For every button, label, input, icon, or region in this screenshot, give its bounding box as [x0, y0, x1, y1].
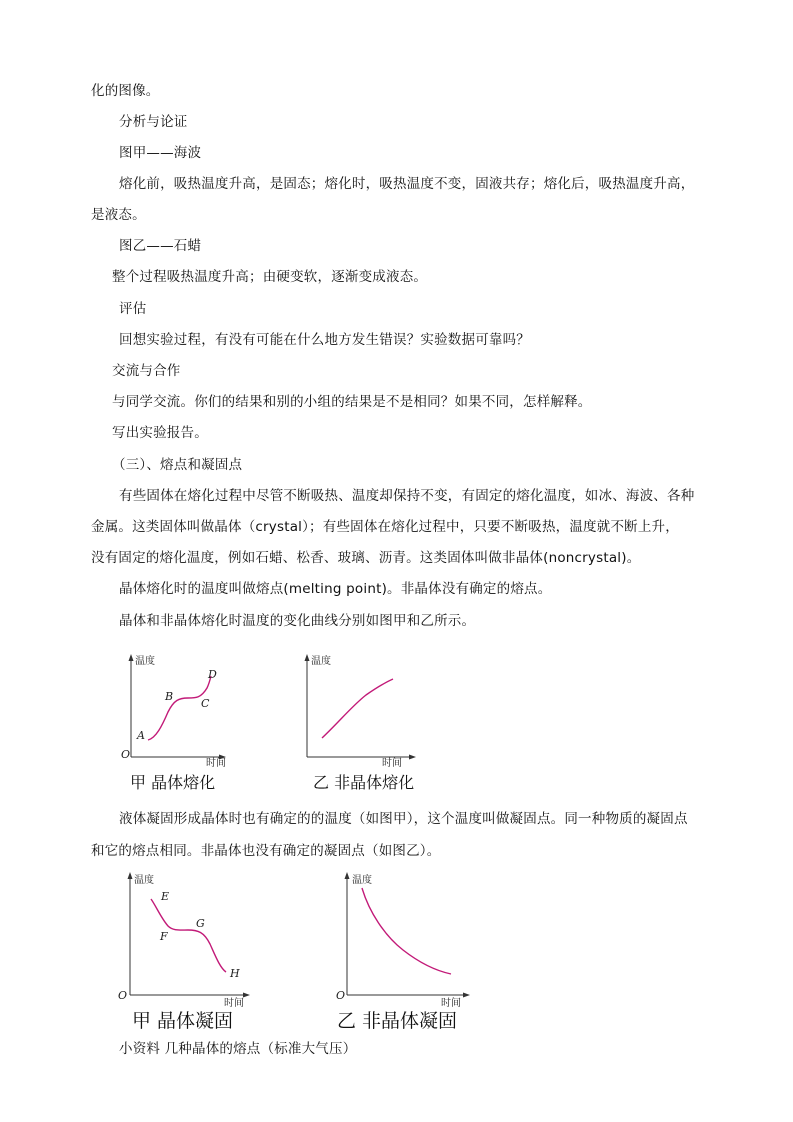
y-axis-arrow [129, 654, 134, 661]
x-axis-arrow [463, 993, 470, 998]
text-line: 是液态。 [91, 207, 146, 223]
point-label-c: C [201, 697, 210, 710]
y-axis-label: 温度 [135, 656, 155, 667]
origin-label: O [121, 748, 131, 761]
y-axis-label: 温度 [352, 875, 372, 886]
point-label-b: B [165, 690, 174, 703]
text-line: 熔化前，吸热温度升高，是固态；熔化时，吸热温度不变，固液共存；熔化后，吸热温度升高， [119, 176, 695, 192]
x-axis-label: 时间 [382, 758, 402, 769]
melting-curve [322, 679, 393, 738]
x-axis-arrow [243, 993, 250, 998]
x-axis-label: 时间 [206, 758, 226, 769]
figure-caption: 甲 晶体凝固 [132, 1010, 234, 1032]
text-line: 化的图像。 [91, 83, 160, 99]
x-axis-label: 时间 [224, 998, 244, 1009]
figure-caption: 乙 非晶体凝固 [337, 1010, 458, 1032]
section-heading: （三）、熔点和凝固点 [112, 457, 243, 473]
figure-amorphous-freezing [333, 868, 473, 1032]
y-axis-arrow [128, 872, 133, 879]
y-axis-arrow [305, 654, 310, 661]
section-heading: 交流与合作 [112, 363, 181, 379]
text-line: 写出实验报告。 [112, 425, 208, 441]
origin-label: O [118, 989, 128, 1002]
figure-amorphous-melting [294, 652, 419, 792]
y-axis-arrow [345, 872, 350, 879]
text-line: 晶体熔化时的温度叫做熔点(melting point)。非晶体没有确定的熔点。 [119, 581, 552, 597]
text-line: 与同学交流。你们的结果和别的小组的结果是不是相同？如果不同，怎样解释。 [112, 394, 592, 410]
text-line: 图甲——海波 [119, 145, 202, 161]
text-line: 回想实验过程，有没有可能在什么地方发生错误？实验数据可靠吗？ [119, 332, 530, 348]
x-axis-label: 时间 [441, 998, 461, 1009]
y-axis-label: 温度 [311, 656, 331, 667]
figure-caption: 甲 晶体熔化 [130, 773, 216, 792]
point-label-g: G [196, 917, 205, 930]
origin-label: O [336, 989, 346, 1002]
text-line: 和它的熔点相同。非晶体也没有确定的凝固点（如图乙）。 [91, 843, 441, 859]
text-line: 图乙——石蜡 [119, 238, 202, 254]
point-label-h: H [230, 967, 240, 980]
point-label-a: A [137, 729, 145, 742]
text-line: 晶体和非晶体熔化时温度的变化曲线分别如图甲和乙所示。 [119, 613, 476, 629]
point-label-d: D [208, 668, 217, 681]
section-heading: 分析与论证 [119, 114, 188, 130]
y-axis-label: 温度 [134, 875, 154, 886]
text-line: 整个过程吸热温度升高；由硬变软，逐渐变成液态。 [112, 269, 428, 285]
text-line: 小资料 几种晶体的熔点（标准大气压） [119, 1041, 357, 1057]
freezing-curve [362, 888, 451, 974]
figure-crystal-freezing [116, 868, 256, 1032]
figure-crystal-melting [118, 652, 228, 792]
text-line: 金属。这类固体叫做晶体（crystal）；有些固体在熔化过程中，只要不断吸热，温度就不断上升， [91, 519, 679, 535]
point-label-e: E [161, 890, 170, 903]
text-line: 没有固定的熔化温度，例如石蜡、松香、玻璃、沥青。这类固体叫做非晶体(noncrystal)。 [91, 550, 641, 566]
text-line: 液体凝固形成晶体时也有确定的的温度（如图甲），这个温度叫做凝固点。同一种物质的凝固点 [119, 811, 688, 827]
x-axis-arrow [409, 755, 416, 760]
text-line: 有些固体在熔化过程中尽管不断吸热、温度却保持不变，有固定的熔化温度，如冰、海波、各种 [119, 488, 695, 504]
figure-caption: 乙 非晶体熔化 [313, 773, 415, 792]
section-heading: 评估 [119, 301, 147, 317]
point-label-f: F [160, 930, 168, 943]
